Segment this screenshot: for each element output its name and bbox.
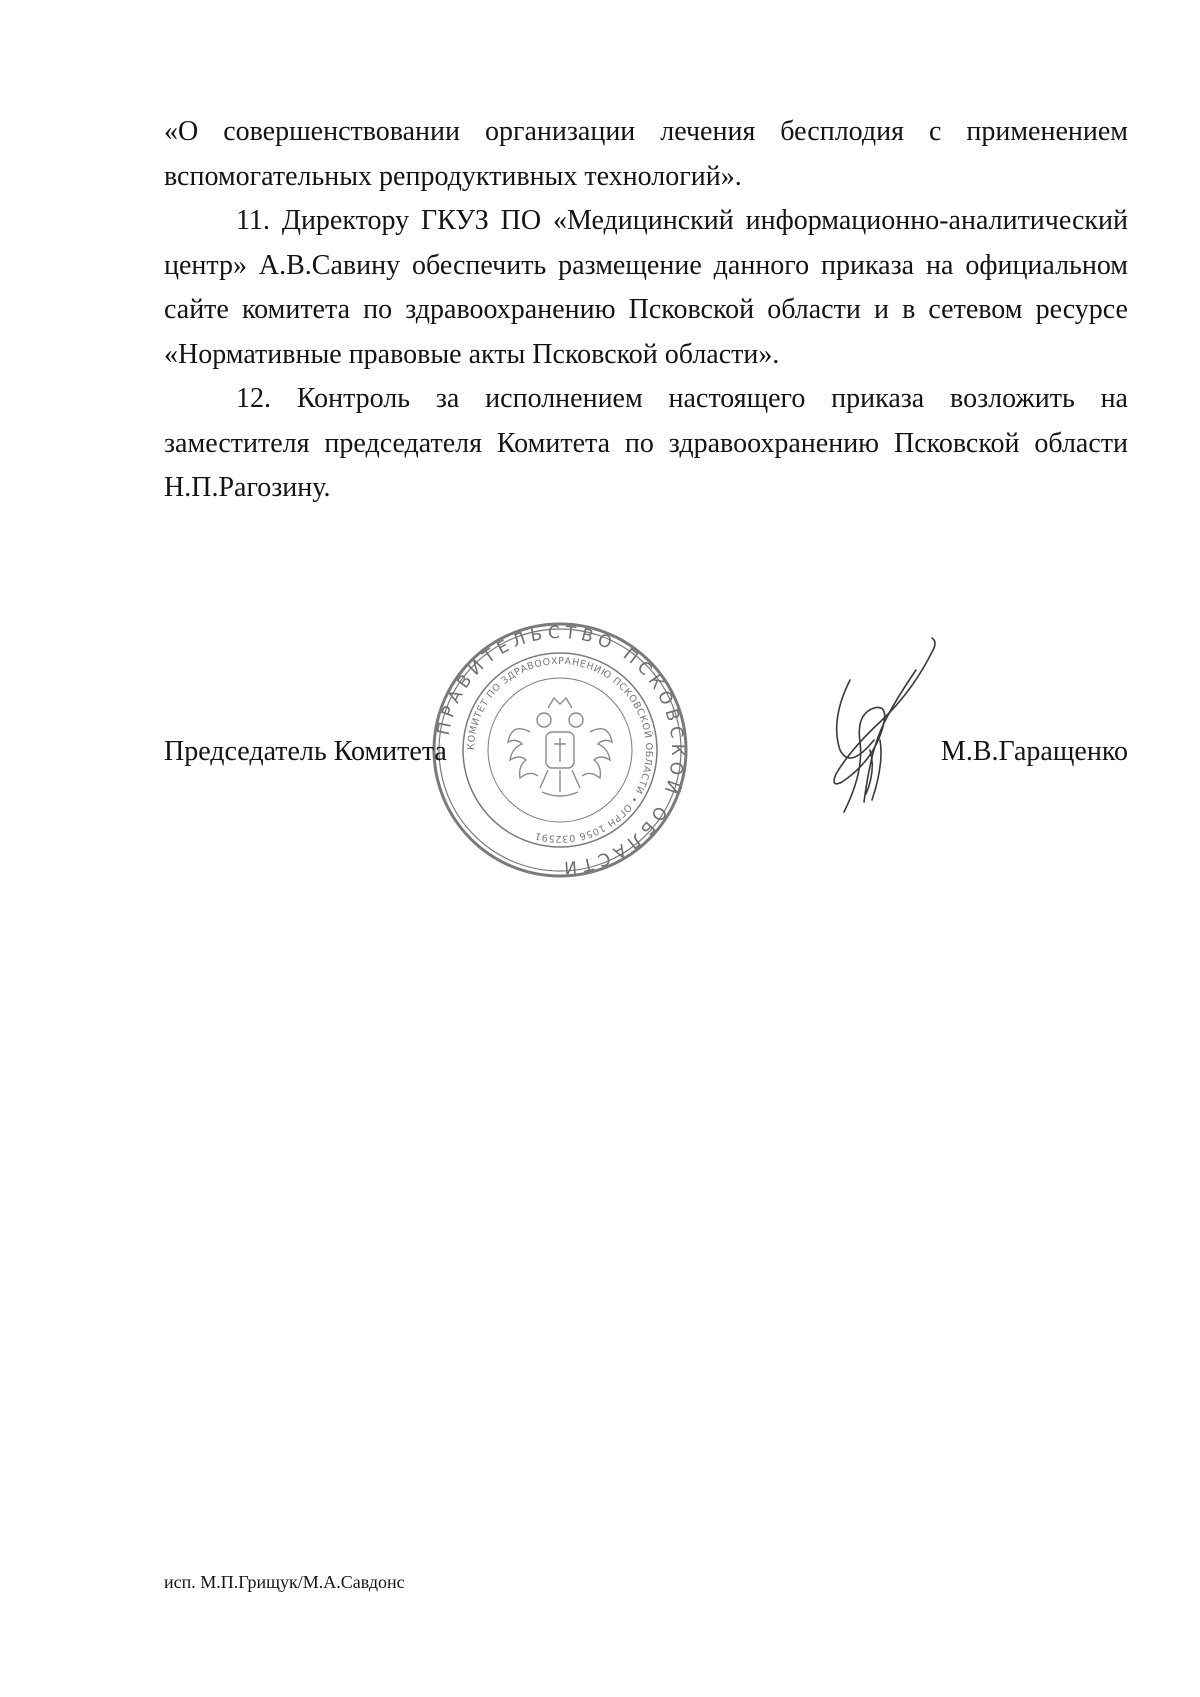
executors-note: исп. М.П.Грищук/М.А.Савдонс xyxy=(164,1572,405,1592)
signature-block xyxy=(164,730,1128,774)
signatory-name: М.В.Гаращенко xyxy=(940,736,1128,767)
paragraph-item-11: 11. Директору ГКУЗ ПО «Медицинский информационно-аналитический центр» А.В.Савину обеспечить размещение данного приказа на официальном сайте комитета по здравоохранению Псковской области и в сетевом ресурсе «Нормативные правовые акты Псковской области». xyxy=(164,205,1128,370)
seal-inner-text: КОМИТЕТ ПО ЗДРАВООХРАНЕНИЮ ПСКОВСКОЙ ОБЛАСТИ • ОГРН 1056 032591 xyxy=(465,655,655,845)
paragraph-item-12: 12. Контроль за исполнением настоящего приказа возложить на заместителя председателя Комитета по здравоохранению Псковской области Н.П.Рагозину. xyxy=(164,383,1128,503)
paragraph-continuation: «О совершенствовании организации лечения бесплодия с применением вспомогательных репродуктивных технологий». xyxy=(164,116,1128,192)
signatory-title: Председатель Комитета xyxy=(164,736,447,767)
document-body xyxy=(164,110,1128,511)
seal-outer-text: ПРАВИТЕЛЬСТВО ПСКОВСКОЙ ОБЛАСТИ xyxy=(433,622,688,878)
